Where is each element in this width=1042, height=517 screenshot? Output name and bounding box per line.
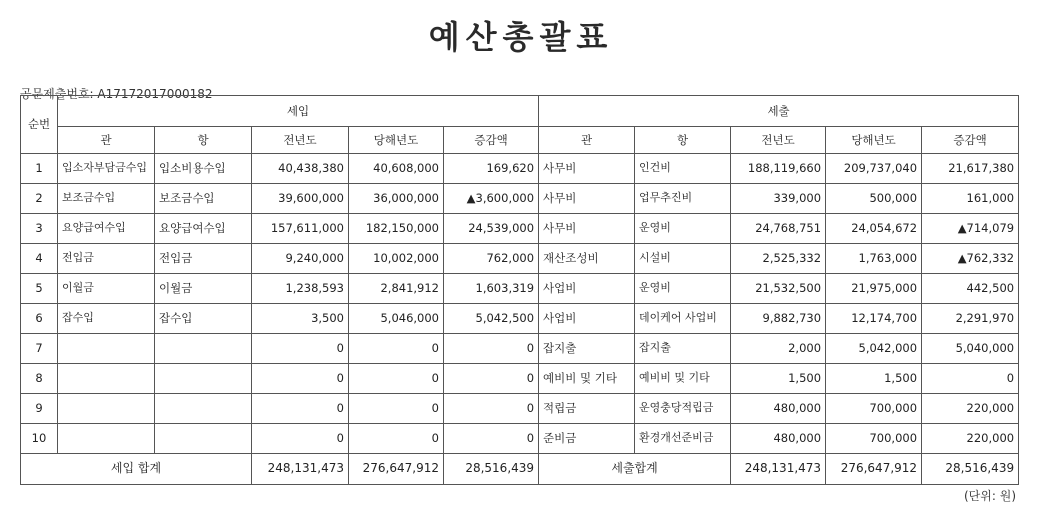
income-curr-cell: 40,608,000 <box>349 154 444 184</box>
income-diff-cell: ▲3,600,000 <box>444 184 539 214</box>
header-income-hang: 항 <box>155 127 252 154</box>
header-expense-diff: 증감액 <box>922 127 1019 154</box>
header-income-prev: 전년도 <box>252 127 349 154</box>
income-hang-cell: 보조금수입 <box>155 184 252 214</box>
income-gwan-cell <box>58 364 155 394</box>
document-number: 공문제출번호: A17172017000182 <box>20 87 213 101</box>
income-total-label: 세입 합계 <box>21 454 252 485</box>
row-number-cell: 5 <box>21 274 58 304</box>
income-prev-cell: 1,238,593 <box>252 274 349 304</box>
income-prev-cell: 0 <box>252 334 349 364</box>
header-seq: 순번 <box>21 96 58 154</box>
expense-hang-cell: 예비비 및 기타 <box>635 364 731 394</box>
header-row-columns <box>21 127 1019 154</box>
table-row <box>21 184 1019 214</box>
expense-prev-cell: 24,768,751 <box>731 214 826 244</box>
income-prev-cell: 40,438,380 <box>252 154 349 184</box>
expense-prev-cell: 339,000 <box>731 184 826 214</box>
income-prev-cell: 9,240,000 <box>252 244 349 274</box>
table-row <box>21 214 1019 244</box>
income-prev-cell: 157,611,000 <box>252 214 349 244</box>
income-gwan-cell: 잡수입 <box>58 304 155 334</box>
header-income-diff: 증감액 <box>444 127 539 154</box>
totals-row <box>21 454 1019 485</box>
expense-diff-cell: ▲714,079 <box>922 214 1019 244</box>
income-hang-cell: 요양급여수입 <box>155 214 252 244</box>
row-number-cell: 6 <box>21 304 58 334</box>
header-row-groups <box>21 96 1019 127</box>
income-gwan-cell: 요양급여수입 <box>58 214 155 244</box>
income-curr-cell: 0 <box>349 334 444 364</box>
expense-diff-cell: 220,000 <box>922 424 1019 454</box>
expense-hang-cell: 업무추진비 <box>635 184 731 214</box>
income-diff-cell: 0 <box>444 424 539 454</box>
expense-diff-cell: 5,040,000 <box>922 334 1019 364</box>
income-diff-cell: 169,620 <box>444 154 539 184</box>
table-row <box>21 154 1019 184</box>
expense-hang-cell: 잡지출 <box>635 334 731 364</box>
expense-hang-cell: 환경개선준비금 <box>635 424 731 454</box>
expense-curr-cell: 209,737,040 <box>826 154 922 184</box>
expense-gwan-cell: 잡지출 <box>539 334 635 364</box>
income-diff-cell: 1,603,319 <box>444 274 539 304</box>
income-diff-cell: 0 <box>444 394 539 424</box>
expense-gwan-cell: 사무비 <box>539 184 635 214</box>
income-total-curr: 276,647,912 <box>349 454 444 485</box>
table-row <box>21 304 1019 334</box>
expense-diff-cell: 161,000 <box>922 184 1019 214</box>
expense-prev-cell: 9,882,730 <box>731 304 826 334</box>
income-prev-cell: 3,500 <box>252 304 349 334</box>
row-number-cell: 9 <box>21 394 58 424</box>
income-prev-cell: 0 <box>252 424 349 454</box>
expense-gwan-cell: 사업비 <box>539 274 635 304</box>
page-title: 예산총괄표 <box>428 18 614 56</box>
expense-gwan-cell: 사무비 <box>539 214 635 244</box>
row-number-cell: 2 <box>21 184 58 214</box>
expense-curr-cell: 1,500 <box>826 364 922 394</box>
income-gwan-cell: 이월금 <box>58 274 155 304</box>
expense-prev-cell: 2,000 <box>731 334 826 364</box>
expense-total-curr: 276,647,912 <box>826 454 922 485</box>
row-number-cell: 1 <box>21 154 58 184</box>
table-row <box>21 274 1019 304</box>
expense-hang-cell: 인건비 <box>635 154 731 184</box>
expense-diff-cell: 442,500 <box>922 274 1019 304</box>
income-curr-cell: 0 <box>349 394 444 424</box>
table-row <box>21 334 1019 364</box>
expense-prev-cell: 188,119,660 <box>731 154 826 184</box>
income-gwan-cell: 입소자부담금수입 <box>58 154 155 184</box>
income-gwan-cell <box>58 424 155 454</box>
row-number-cell: 8 <box>21 364 58 394</box>
income-diff-cell: 5,042,500 <box>444 304 539 334</box>
expense-gwan-cell: 사무비 <box>539 154 635 184</box>
expense-diff-cell: 2,291,970 <box>922 304 1019 334</box>
expense-diff-cell: 220,000 <box>922 394 1019 424</box>
expense-total-diff: 28,516,439 <box>922 454 1019 485</box>
income-hang-cell: 잡수입 <box>155 304 252 334</box>
income-curr-cell: 36,000,000 <box>349 184 444 214</box>
income-curr-cell: 0 <box>349 364 444 394</box>
income-hang-cell <box>155 394 252 424</box>
header-expense: 세출 <box>539 96 1019 127</box>
income-prev-cell: 0 <box>252 394 349 424</box>
row-number-cell: 10 <box>21 424 58 454</box>
expense-curr-cell: 5,042,000 <box>826 334 922 364</box>
expense-diff-cell: ▲762,332 <box>922 244 1019 274</box>
row-number-cell: 7 <box>21 334 58 364</box>
income-prev-cell: 0 <box>252 364 349 394</box>
expense-curr-cell: 700,000 <box>826 424 922 454</box>
expense-hang-cell: 시설비 <box>635 244 731 274</box>
expense-prev-cell: 2,525,332 <box>731 244 826 274</box>
row-number-cell: 3 <box>21 214 58 244</box>
expense-curr-cell: 12,174,700 <box>826 304 922 334</box>
expense-gwan-cell: 사업비 <box>539 304 635 334</box>
header-income-gwan: 관 <box>58 127 155 154</box>
expense-diff-cell: 0 <box>922 364 1019 394</box>
expense-total-label: 세출합계 <box>539 454 731 485</box>
expense-prev-cell: 480,000 <box>731 424 826 454</box>
income-diff-cell: 0 <box>444 334 539 364</box>
expense-hang-cell: 운영충당적립금 <box>635 394 731 424</box>
expense-hang-cell: 운영비 <box>635 274 731 304</box>
income-total-prev: 248,131,473 <box>252 454 349 485</box>
table-row <box>21 424 1019 454</box>
header-expense-hang: 항 <box>635 127 731 154</box>
income-hang-cell: 전입금 <box>155 244 252 274</box>
header-expense-curr: 당해년도 <box>826 127 922 154</box>
income-curr-cell: 2,841,912 <box>349 274 444 304</box>
expense-gwan-cell: 준비금 <box>539 424 635 454</box>
income-hang-cell <box>155 364 252 394</box>
income-gwan-cell <box>58 334 155 364</box>
income-gwan-cell: 전입금 <box>58 244 155 274</box>
header-expense-prev: 전년도 <box>731 127 826 154</box>
expense-curr-cell: 500,000 <box>826 184 922 214</box>
header-income-curr: 당해년도 <box>349 127 444 154</box>
income-curr-cell: 0 <box>349 424 444 454</box>
expense-prev-cell: 21,532,500 <box>731 274 826 304</box>
income-gwan-cell <box>58 394 155 424</box>
table-row <box>21 364 1019 394</box>
income-curr-cell: 182,150,000 <box>349 214 444 244</box>
table-row <box>21 394 1019 424</box>
header-income: 세입 <box>58 96 539 127</box>
income-diff-cell: 762,000 <box>444 244 539 274</box>
expense-gwan-cell: 예비비 및 기타 <box>539 364 635 394</box>
expense-curr-cell: 24,054,672 <box>826 214 922 244</box>
expense-prev-cell: 480,000 <box>731 394 826 424</box>
income-hang-cell: 이월금 <box>155 274 252 304</box>
expense-curr-cell: 21,975,000 <box>826 274 922 304</box>
expense-diff-cell: 21,617,380 <box>922 154 1019 184</box>
income-diff-cell: 24,539,000 <box>444 214 539 244</box>
expense-gwan-cell: 재산조성비 <box>539 244 635 274</box>
income-curr-cell: 5,046,000 <box>349 304 444 334</box>
expense-hang-cell: 운영비 <box>635 214 731 244</box>
row-number-cell: 4 <box>21 244 58 274</box>
table-row <box>21 244 1019 274</box>
budget-summary-table <box>20 95 1019 485</box>
header-expense-gwan: 관 <box>539 127 635 154</box>
income-curr-cell: 10,002,000 <box>349 244 444 274</box>
unit-note: (단위: 원) <box>964 489 1016 503</box>
expense-curr-cell: 700,000 <box>826 394 922 424</box>
income-diff-cell: 0 <box>444 364 539 394</box>
expense-hang-cell: 데이케어 사업비 <box>635 304 731 334</box>
income-hang-cell: 입소비용수입 <box>155 154 252 184</box>
income-total-diff: 28,516,439 <box>444 454 539 485</box>
income-hang-cell <box>155 334 252 364</box>
income-hang-cell <box>155 424 252 454</box>
expense-prev-cell: 1,500 <box>731 364 826 394</box>
income-prev-cell: 39,600,000 <box>252 184 349 214</box>
expense-total-prev: 248,131,473 <box>731 454 826 485</box>
expense-gwan-cell: 적립금 <box>539 394 635 424</box>
expense-curr-cell: 1,763,000 <box>826 244 922 274</box>
income-gwan-cell: 보조금수입 <box>58 184 155 214</box>
